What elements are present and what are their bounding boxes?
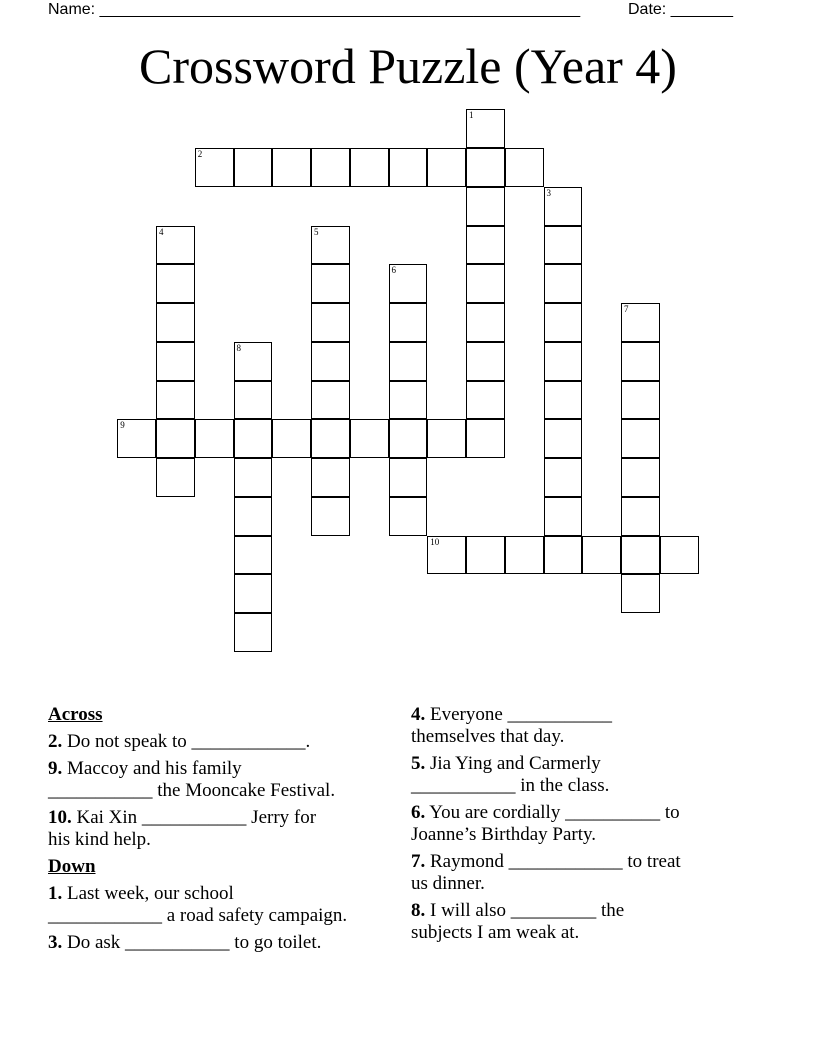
grid-cell[interactable] [156,419,195,458]
grid-cell[interactable] [544,381,583,420]
clue-number: 3. [48,932,63,953]
clue-number: 6 [391,265,396,276]
grid-cell[interactable] [389,381,428,420]
grid-cell[interactable] [234,613,273,652]
grid-cell[interactable] [621,419,660,458]
grid-cell[interactable] [156,226,195,265]
grid-cell[interactable] [311,342,350,381]
grid-cell[interactable] [156,342,195,381]
grid-cell[interactable] [234,342,273,381]
clues-right-column [411,704,681,949]
clue-number: 2. [48,731,63,752]
clue-number: 5. [411,753,426,774]
grid-cell[interactable] [311,458,350,497]
clue-item [48,883,347,927]
grid-cell[interactable] [234,536,273,575]
clue-number: 1 [469,110,474,121]
grid-cell[interactable] [389,497,428,536]
grid-cell[interactable] [311,264,350,303]
clue-number: 10 [430,536,440,547]
clues-left-column [48,704,347,959]
date-label: Date: [628,1,667,18]
clue-item [411,704,681,748]
grid-cell[interactable] [621,381,660,420]
clue-text: You are cordially __________ to [425,802,680,823]
grid-cell[interactable] [466,109,505,148]
clue-number: 1. [48,883,63,904]
grid-cell[interactable] [195,419,234,458]
clue-number: 3 [546,187,551,198]
grid-cell[interactable] [621,574,660,613]
grid-cell[interactable] [544,458,583,497]
name-label: Name: [48,1,96,18]
grid-cell[interactable] [389,148,428,187]
grid-cell[interactable] [466,148,505,187]
grid-cell[interactable] [544,264,583,303]
clue-text: Jia Ying and Carmerly [425,753,601,774]
date-blank: _______ [670,1,733,18]
clue-item [411,802,681,846]
grid-cell[interactable] [350,419,389,458]
grid-cell[interactable] [582,536,621,575]
clue-number: 7. [411,851,426,872]
grid-cell[interactable] [544,187,583,226]
clue-text: us dinner. [411,873,485,894]
grid-cell[interactable] [505,148,544,187]
grid-cell[interactable] [389,419,428,458]
clue-number: 8. [411,900,426,921]
clue-text: Do not speak to ____________. [62,731,311,752]
clue-text: Do ask ___________ to go toilet. [62,932,322,953]
grid-cell[interactable] [544,536,583,575]
page-title: Crossword Puzzle (Year 4) [139,38,677,94]
grid-cell[interactable] [466,381,505,420]
clue-number: 9 [120,420,125,431]
clue-number: 5 [314,226,319,237]
clue-text: ____________ a road safety campaign. [48,905,348,926]
clue-text: ___________ the Mooncake Festival. [48,780,336,801]
grid-cell[interactable] [311,419,350,458]
clue-number: 6. [411,802,426,823]
grid-cell[interactable] [544,303,583,342]
grid-cell[interactable] [544,342,583,381]
clue-text: I will also _________ the [425,900,625,921]
clue-item [48,807,347,851]
clue-number: 7 [624,304,629,314]
grid-cell[interactable] [466,303,505,342]
grid-cell[interactable] [660,536,699,575]
grid-cell[interactable] [117,419,156,458]
grid-cell[interactable] [466,187,505,226]
grid-cell[interactable] [389,458,428,497]
clue-number: 4. [411,704,426,725]
grid-cell[interactable] [466,342,505,381]
grid-cell[interactable] [389,342,428,381]
clue-text: his kind help. [48,829,151,850]
clue-number: 2 [197,149,203,159]
clue-item [411,851,681,895]
clue-item [48,932,347,954]
grid-cell[interactable] [621,303,660,342]
clue-text: Raymond ____________ to treat [425,851,681,872]
clue-text: Kai Xin ___________ Jerry for [71,807,317,828]
grid-cell[interactable] [311,226,350,265]
grid-cell[interactable] [389,264,428,303]
grid-cell[interactable] [272,148,311,187]
grid-cell[interactable] [195,148,234,187]
grid-cell[interactable] [234,574,273,613]
grid-cell[interactable] [156,303,195,342]
clue-text: themselves that day. [411,726,565,747]
grid-cell[interactable] [544,226,583,265]
grid-cell[interactable] [311,148,350,187]
grid-cell[interactable] [544,497,583,536]
grid-cell[interactable] [621,342,660,381]
clue-number: 8 [236,342,241,353]
grid-cell[interactable] [156,264,195,303]
grid-cell[interactable] [234,148,273,187]
grid-cell[interactable] [466,264,505,303]
grid-cell[interactable] [427,419,466,458]
clue-number: 10. [48,807,72,828]
grid-cell[interactable] [350,148,389,187]
clue-item [411,753,681,797]
clue-number: 9. [48,758,63,779]
grid-cell[interactable] [466,419,505,458]
grid-cell[interactable] [621,536,660,575]
clue-text: Joanne’s Birthday Party. [411,824,597,845]
grid-cell[interactable] [234,419,273,458]
clue-text: subjects I am weak at. [411,922,580,943]
grid-cell[interactable] [505,536,544,575]
name-blank: ______________________________________________________ [99,1,581,18]
grid-cell[interactable] [544,419,583,458]
grid-cell[interactable] [427,148,466,187]
grid-cell[interactable] [156,381,195,420]
grid-cell[interactable] [311,381,350,420]
grid-cell[interactable] [621,458,660,497]
clue-item [48,758,347,802]
grid-cell[interactable] [621,497,660,536]
clue-item [411,900,681,944]
grid-cell[interactable] [427,536,466,575]
clue-text: Maccoy and his family [62,758,242,779]
grid-cell[interactable] [272,419,311,458]
grid-cell[interactable] [234,497,273,536]
grid-cell[interactable] [311,497,350,536]
grid-cell[interactable] [156,458,195,497]
across-heading: Across [48,704,103,725]
clue-text: Everyone ___________ [425,704,613,725]
grid-cell[interactable] [234,381,273,420]
grid-cell[interactable] [466,536,505,575]
grid-cell[interactable] [389,303,428,342]
grid-cell[interactable] [466,226,505,265]
grid-cell[interactable] [234,458,273,497]
grid-cell[interactable] [311,303,350,342]
clue-number: 4 [159,226,164,237]
clue-text: Last week, our school [62,883,234,904]
down-heading: Down [48,856,96,877]
clue-item [48,731,347,753]
clue-text: ___________ in the class. [411,775,610,796]
